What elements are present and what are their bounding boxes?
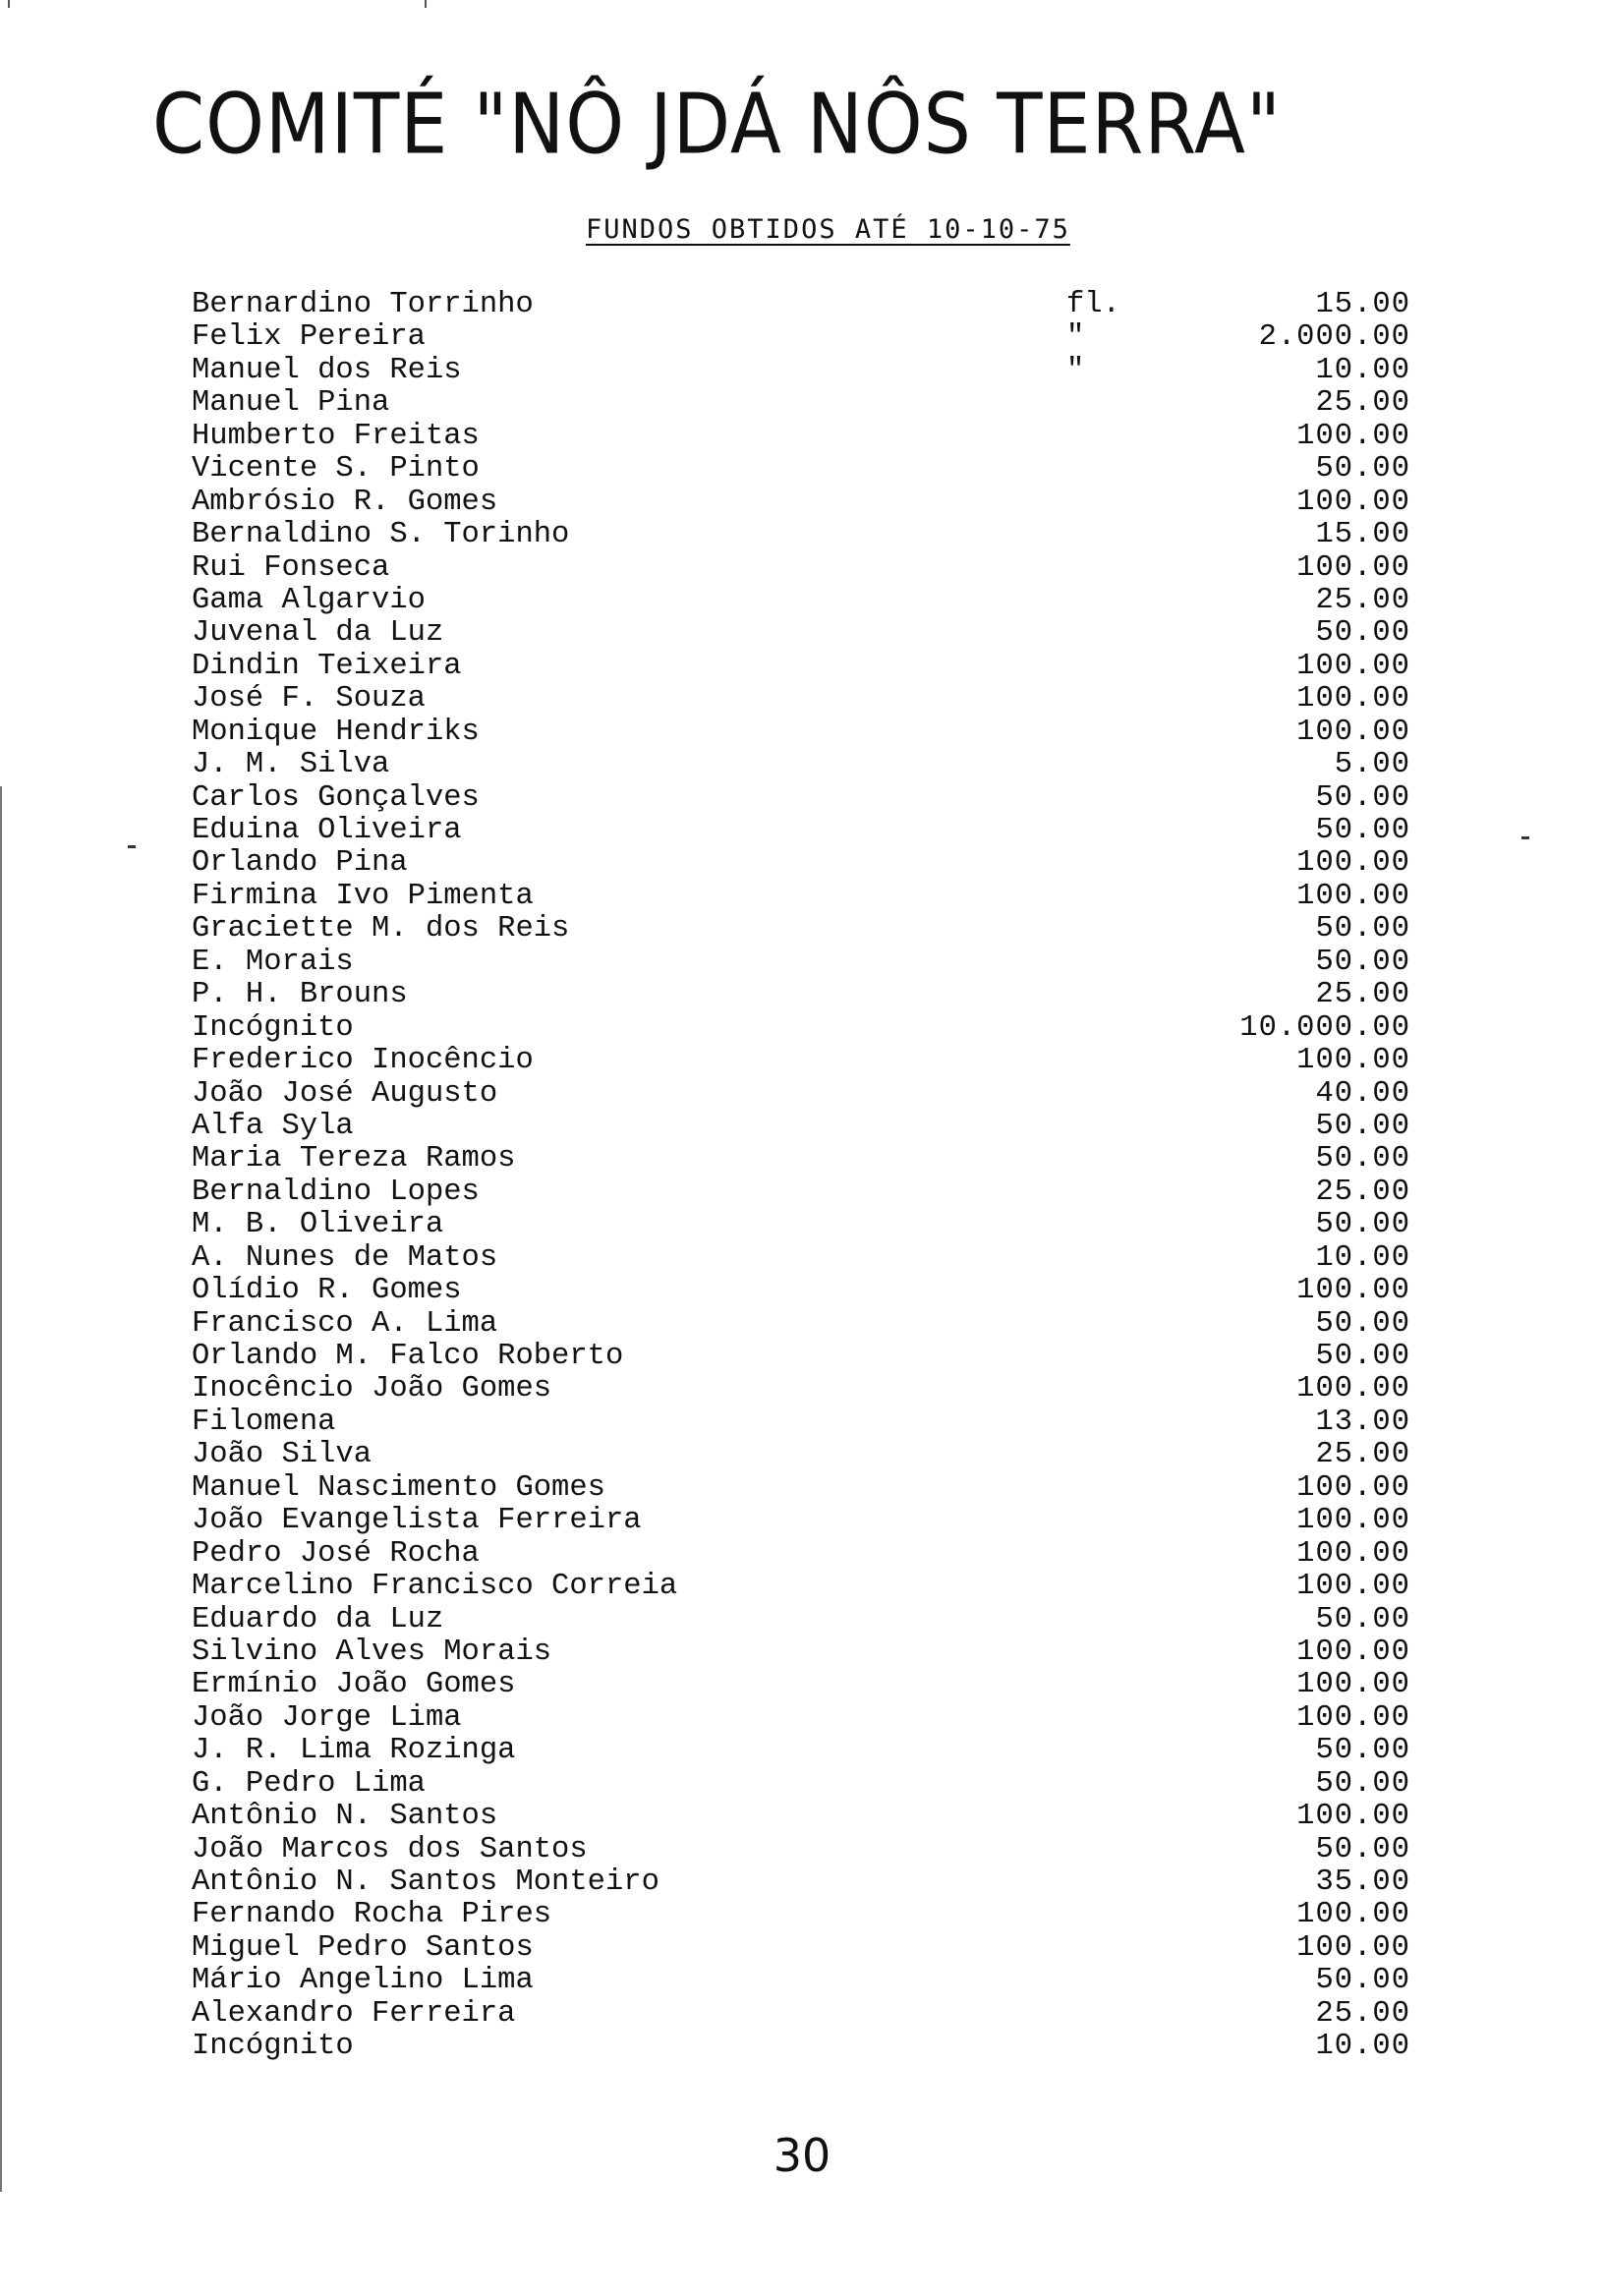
contributor-name: Vicente S. Pinto [192,452,480,487]
contribution-row [192,683,1410,716]
contribution-row [192,1604,1410,1636]
contribution-amount: 25.00 [1315,1438,1410,1472]
contribution-row [192,289,1410,321]
contribution-amount: 50.00 [1315,1109,1410,1143]
contributor-name: Orlando Pina [192,846,408,881]
contribution-amount: 35.00 [1315,1866,1410,1899]
contribution-row [192,1012,1410,1045]
contribution-row [192,1636,1410,1669]
contribution-amount: 100.00 [1296,715,1410,749]
contributor-name: Ermínio João Gomes [192,1668,516,1702]
contribution-amount: 10.000.00 [1239,1010,1410,1045]
contribution-row [192,881,1410,913]
contributor-name: Mário Angelino Lima [192,1964,534,1998]
contribution-row [192,913,1410,946]
contributor-name: João Silva [192,1438,372,1472]
contribution-row [192,1866,1410,1899]
contribution-row [192,1899,1410,1931]
contributor-name: Pedro José Rocha [192,1536,480,1571]
contribution-row [192,1472,1410,1505]
currency-mark: fl. [1066,288,1120,321]
contributor-name: Manuel dos Reis [192,353,462,387]
contributor-name: João Evangelista Ferreira [192,1504,642,1538]
contributor-name: Silvino Alves Morais [192,1635,552,1669]
contributor-name: Maria Tereza Ramos [192,1142,516,1177]
contributor-name: Olídio R. Gomes [192,1274,462,1308]
contribution-amount: 25.00 [1315,1996,1410,2031]
contribution-row [192,1735,1410,1767]
contribution-row [192,1571,1410,1603]
contributor-name: Bernaldino S. Torinho [192,518,570,552]
page-number: 30 [773,2129,831,2182]
contribution-amount: 100.00 [1296,1668,1410,1702]
contribution-row [192,321,1410,354]
contribution-amount: 50.00 [1315,1208,1410,1242]
document-title: COMITÉ "NÔ JDÁ NÔS TERRA" [152,75,1283,173]
contributor-name: J. M. Silva [192,748,390,782]
contributor-name: Manuel Nascimento Gomes [192,1470,605,1505]
contribution-amount: 50.00 [1315,1340,1410,1373]
contribution-row [192,453,1410,486]
contribution-row [192,421,1410,453]
contributor-name: Antônio N. Santos Monteiro [192,1866,659,1899]
contribution-amount: 40.00 [1315,1076,1410,1111]
contribution-row [192,487,1410,519]
contribution-row [192,1439,1410,1471]
contribution-row [192,1373,1410,1406]
contribution-amount: 50.00 [1315,780,1410,815]
contribution-row [192,1242,1410,1275]
scan-mark [425,0,427,8]
scan-edge-line [0,786,2,2192]
contribution-amount: 50.00 [1315,1142,1410,1177]
contributor-name: Miguel Pedro Santos [192,1930,534,1965]
scan-speck [1521,836,1529,839]
contribution-amount: 10.00 [1315,1240,1410,1275]
contributor-name: João Jorge Lima [192,1700,462,1735]
contribution-amount: 100.00 [1296,1930,1410,1965]
document-subtitle: FUNDOS OBTIDOS ATÉ 10-10-75 [586,214,1070,245]
contribution-row [192,387,1410,420]
contribution-amount: 100.00 [1296,1800,1410,1834]
contributor-name: Rui Fonseca [192,550,390,585]
contribution-amount: 25.00 [1315,386,1410,421]
contribution-amount: 25.00 [1315,583,1410,617]
contribution-amount: 100.00 [1296,1570,1410,1604]
contribution-row [192,1045,1410,1077]
contribution-amount: 2.000.00 [1258,320,1410,355]
contribution-amount: 25.00 [1315,978,1410,1012]
contribution-row [192,1505,1410,1537]
contributor-name: Orlando M. Falco Roberto [192,1340,624,1373]
contribution-row [192,1275,1410,1307]
contributor-name: M. B. Oliveira [192,1208,444,1242]
contributor-name: Graciette M. dos Reis [192,912,570,947]
contribution-amount: 50.00 [1315,452,1410,487]
contributor-name: Gama Algarvio [192,583,426,617]
contribution-amount: 10.00 [1315,2030,1410,2064]
contributor-name: Bernardino Torrinho [192,288,534,321]
contribution-amount: 100.00 [1296,1536,1410,1571]
contributor-name: Frederico Inocêncio [192,1044,534,1078]
contribution-row [192,815,1410,847]
contribution-amount: 100.00 [1296,550,1410,585]
contributor-name: Juvenal da Luz [192,616,444,651]
contribution-amount: 100.00 [1296,1700,1410,1735]
contributor-name: E. Morais [192,945,354,979]
contribution-row [192,1308,1410,1341]
contributor-name: Manuel Pina [192,386,390,421]
contributor-name: Inocêncio João Gomes [192,1372,552,1406]
contribution-row [192,749,1410,781]
contribution-row [192,1341,1410,1373]
contribution-amount: 100.00 [1296,682,1410,717]
scan-speck [128,845,136,848]
contribution-row [192,1209,1410,1241]
contributor-name: Marcelino Francisco Correia [192,1570,678,1604]
contribution-row [192,1965,1410,1997]
contributor-name: João José Augusto [192,1076,498,1111]
contribution-amount: 15.00 [1315,288,1410,321]
contributor-name: João Marcos dos Santos [192,1832,588,1866]
contribution-amount: 100.00 [1296,846,1410,881]
contributor-name: J. R. Lima Rozinga [192,1734,516,1768]
currency-mark: " [1066,320,1085,355]
contribution-amount: 13.00 [1315,1405,1410,1439]
contribution-row [192,1538,1410,1571]
contributor-name: Eduina Oliveira [192,814,462,847]
contribution-row [192,552,1410,585]
contribution-row [192,1702,1410,1735]
scan-mark [8,0,10,8]
contributor-name: Ambrósio R. Gomes [192,485,498,519]
contribution-row [192,355,1410,387]
contributor-name: Dindin Teixeira [192,649,462,683]
contributor-name: P. H. Brouns [192,978,408,1012]
contributor-name: Filomena [192,1405,336,1439]
contribution-row [192,1998,1410,2031]
contribution-amount: 50.00 [1315,1766,1410,1801]
contributor-name: Incógnito [192,2030,354,2064]
contribution-amount: 100.00 [1296,1898,1410,1932]
contributor-name: Fernando Rocha Pires [192,1898,552,1932]
contribution-row [192,782,1410,815]
contribution-row [192,947,1410,979]
contribution-row [192,585,1410,617]
contribution-amount: 50.00 [1315,814,1410,847]
contribution-row [192,1406,1410,1439]
contribution-amount: 100.00 [1296,1504,1410,1538]
contribution-row [192,1932,1410,1965]
contribution-amount: 50.00 [1315,1306,1410,1341]
contribution-row [192,979,1410,1011]
contribution-amount: 100.00 [1296,1635,1410,1669]
contributor-name: Firmina Ivo Pimenta [192,879,534,913]
contributor-name: Bernaldino Lopes [192,1175,480,1209]
contributor-name: Incógnito [192,1010,354,1045]
contribution-amount: 50.00 [1315,1734,1410,1768]
contribution-amount: 100.00 [1296,1372,1410,1406]
contribution-amount: 100.00 [1296,1274,1410,1308]
contribution-amount: 100.00 [1296,879,1410,913]
contributor-name: Humberto Freitas [192,419,480,453]
contribution-amount: 25.00 [1315,1175,1410,1209]
contribution-row [192,847,1410,880]
contributor-name: Antônio N. Santos [192,1800,498,1834]
contribution-row [192,1768,1410,1801]
contributor-name: Monique Hendriks [192,715,480,749]
contribution-amount: 100.00 [1296,419,1410,453]
contribution-amount: 15.00 [1315,518,1410,552]
contribution-amount: 50.00 [1315,616,1410,651]
contributor-name: Eduardo da Luz [192,1602,444,1636]
contributor-name: G. Pedro Lima [192,1766,426,1801]
contribution-row [192,519,1410,551]
currency-mark: " [1066,353,1085,387]
contribution-row [192,1111,1410,1143]
contribution-row [192,1669,1410,1701]
contribution-row [192,617,1410,650]
contribution-amount: 10.00 [1315,353,1410,387]
contribution-row [192,1177,1410,1209]
contribution-row [192,1801,1410,1833]
contributor-name: Alexandro Ferreira [192,1996,516,2031]
contributions-list [192,289,1410,2064]
contribution-amount: 5.00 [1334,748,1410,782]
contribution-amount: 100.00 [1296,485,1410,519]
contributor-name: Francisco A. Lima [192,1306,498,1341]
contribution-row [192,1834,1410,1866]
contributor-name: Carlos Gonçalves [192,780,480,815]
contributor-name: Alfa Syla [192,1109,354,1143]
contribution-row [192,1143,1410,1176]
contribution-row [192,1078,1410,1111]
contribution-amount: 50.00 [1315,945,1410,979]
contributor-name: José F. Souza [192,682,426,717]
contribution-amount: 100.00 [1296,649,1410,683]
contribution-row [192,717,1410,749]
contribution-amount: 50.00 [1315,1602,1410,1636]
contribution-amount: 50.00 [1315,912,1410,947]
contribution-amount: 50.00 [1315,1964,1410,1998]
contribution-row [192,651,1410,683]
contribution-amount: 100.00 [1296,1470,1410,1505]
contribution-amount: 100.00 [1296,1044,1410,1078]
contributor-name: A. Nunes de Matos [192,1240,498,1275]
contribution-amount: 50.00 [1315,1832,1410,1866]
contribution-row [192,2031,1410,2063]
contributor-name: Felix Pereira [192,320,426,355]
